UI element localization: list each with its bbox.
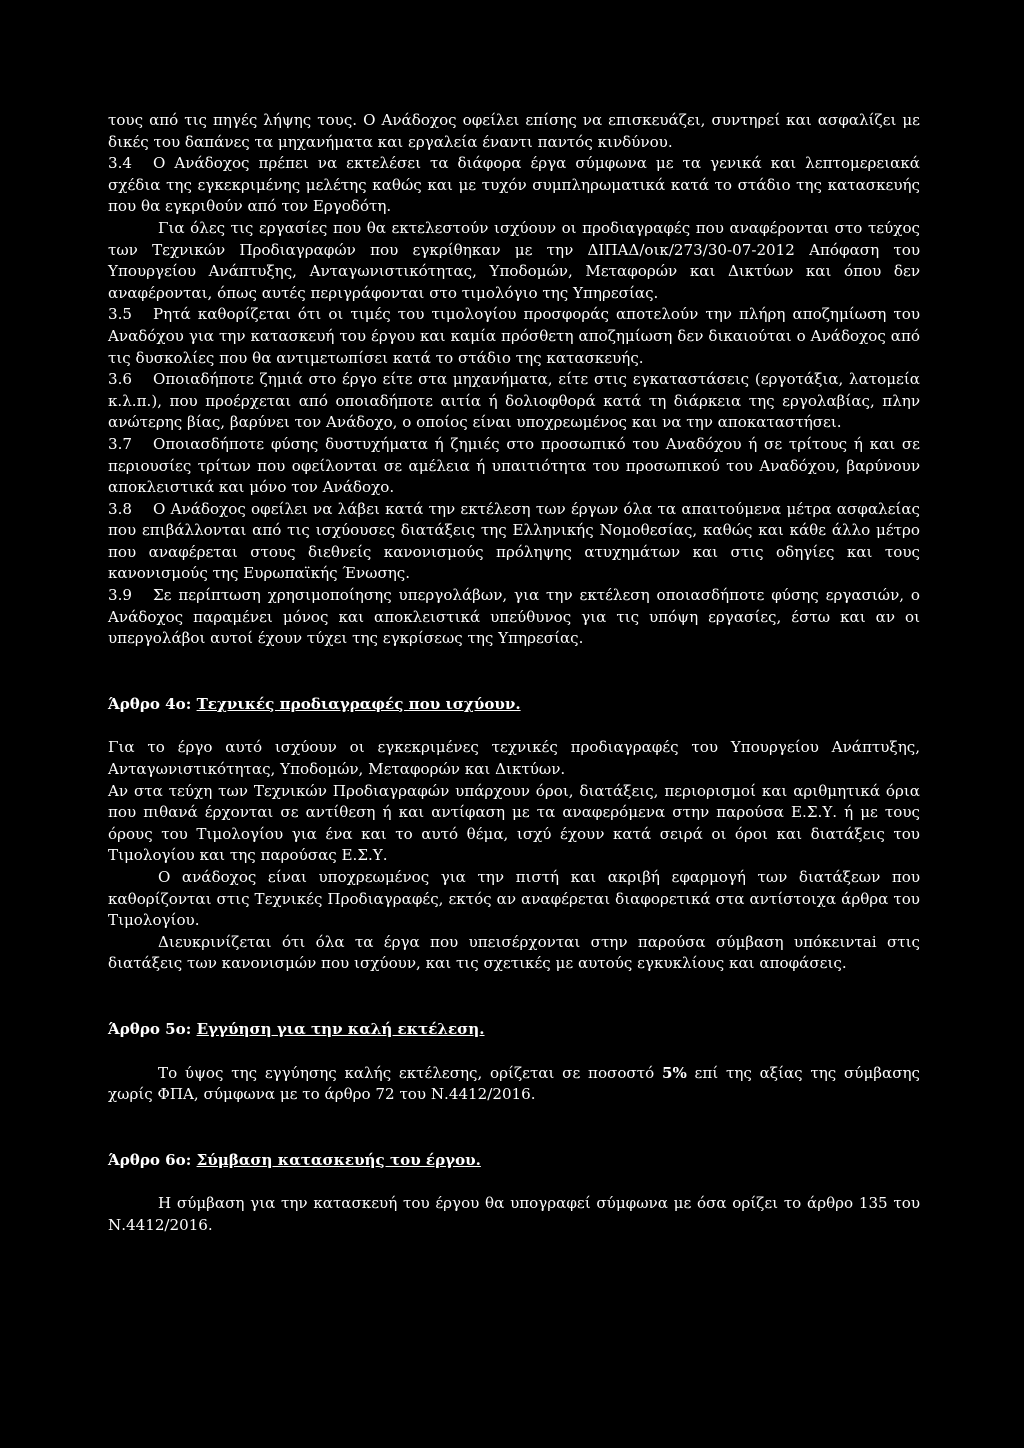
article-4-paragraph: Διευκρινίζεται ότι όλα τα έργα που υπεισέρχονται στην παρούσα σύμβαση υπόκειντai στις διατάξεις των κανονισμών που ισχύουν, και τις σχετικές με αυτούς εγκυκλίους και αποφάσεις. [108,932,920,973]
paragraph-intro: τους από τις πηγές λήψης τους. Ο Ανάδοχος οφείλει επίσης να επισκευάζει, συντηρεί και ασφαλίζει με δικές του δαπάνες τα μηχανήματα και εργαλεία έναντι παντός κινδύνου. [108,111,920,151]
article-4-paragraph: Για το έργο αυτό ισχύουν οι εγκεκριμένες τεχνικές προδιαγραφές του Υπουργείου Ανάπτυξης, Ανταγωνιστικότητας, Υποδομών, Μεταφορών και Δικτύων. [108,738,920,779]
article-title: Εγγύηση για την καλή εκτέλεση. [196,1019,485,1038]
paragraph-3-4-specs: Για όλες τις εργασίες που θα εκτελεστούν ισχύουν οι προδιαγραφές που αναφέρονται στο τεύχος των Τεχνικών Προδιαγραφών που εγκρίθηκαν με την ΔΙΠΑΔ/οικ/273/30-07-2012 Απόφαση του Υπουργείου Ανάπτυξης, Ανταγωνιστικότητας, Υποδομών, Μεταφορών και Δικτύων και όπου δεν αναφέρονται, όπως αυτές περιγράφονται στο τιμολόγιο της Υπηρεσίας. [108,218,920,302]
paragraph-3-8 [108,499,920,585]
article-title: Σύμβαση κατασκευής του έργου. [196,1150,481,1169]
paragraph-text: Οποιασδήποτε φύσης δυστυχήματα ή ζημιές στο προσωπικό του Αναδόχου ή σε τρίτους ή και σε περιουσίες τρίτων που οφείλονται σε αμέλεια ή υπαιτιότητα του προσωπικού του Αναδόχου, βαρύνουν αποκλειστικά και μόνο τον Ανάδοχο. [108,434,920,497]
article-label: Άρθρο 4ο: [108,694,197,713]
paragraph-text: Ο Ανάδοχος πρέπει να εκτελέσει τα διάφορα έργα σύμφωνα με τα γενικά και λεπτομερειακά σχέδια της εγκεκριμένης μελέτης καθώς και με τυχόν συμπληρωματικά κατά το στάδιο της κατασκευής που θα εγκριθούν από τον Εργοδότη. [108,154,920,216]
section-number: 3.7 [108,434,133,453]
article-6-heading [108,1150,920,1172]
paragraph-text: Σε περίπτωση χρησιμοποίησης υπεργολάβων, για την εκτέλεση οποιασδήποτε φύσης εργασιών, ο Ανάδοχος παραμένει μόνος και αποκλειστικά υπεύθυνος για τις υπόψη εργασίες, έστω και αν οι υπεργολάβοι αυτοί έχουν τύχει της εγκρίσεως της Υπηρεσίας. [108,586,920,648]
guarantee-text-before: Το ύψος της εγγύησης καλής εκτέλεσης, ορίζεται σε ποσοστό [158,1063,662,1082]
section-number: 3.8 [108,499,133,518]
article-4-paragraph: Ο ανάδοχος είναι υποχρεωμένος για την πιστή και ακριβή εφαρμογή των διατάξεων που καθορίζονται στις Τεχνικές Προδιαγραφές, εκτός αν αναφέρεται διαφορετικά στα αντίστοιχα άρθρα του Τιμολογίου. [108,868,920,930]
section-number: 3.5 [108,305,133,324]
paragraph-text: Οποιαδήποτε ζημιά στο έργο είτε στα μηχανήματα, είτε στις εγκαταστάσεις (εργοτάξια, λατομεία κ.λ.π.), που προέρχεται από οποιαδήποτε αιτία ή δολιοφθορά κατά τη διάρκεια της εργολαβίας, πλην ανώτερης βίας, βαρύνει τον Ανάδοχο, ο οποίος είναι υποχρεωμένος και να την αποκαταστήσει. [108,370,920,432]
paragraph-text: Ρητά καθορίζεται ότι οι τιμές του τιμολογίου προσφοράς αποτελούν την πλήρη αποζημίωση του Αναδόχου για την κατασκευή του έργου και καμία πρόσθετη αποζημίωση δεν δικαιούται ο Ανάδοχος από τις δυσκολίες που θα αντιμετωπίσει κατά το στάδιο της κατασκευής. [108,305,920,367]
article-5-paragraph [108,1063,920,1106]
article-4-heading [108,694,920,716]
paragraph-3-5 [108,304,920,369]
section-number: 3.6 [108,370,133,389]
paragraph-3-6 [108,369,920,434]
paragraph-text: Ο Ανάδοχος οφείλει να λάβει κατά την εκτέλεση των έργων όλα τα απαιτούμενα μέτρα ασφαλείας που επιβάλλονται από τις ισχύουσες διατάξεις της Ελληνικής Νομοθεσίας, καθώς και κάθε άλλο μέτρο που αναφέρεται στους διεθνείς κανονισμούς πρόληψης ατυχημάτων και στις οδηγίες και τους κανονισμούς της Ευρωπαϊκής Ένωσης. [108,499,920,583]
article-5-heading [108,1019,920,1041]
guarantee-percent: 5% [661,1063,687,1082]
article-label: Άρθρο 5ο: [108,1019,197,1038]
article-6-paragraph: Η σύμβαση για την κατασκευή του έργου θα υπογραφεί σύμφωνα με όσα ορίζει το άρθρο 135 του Ν.4412/2016. [108,1194,920,1234]
guarantee-text-after: επί της αξίας της σύμβασης χωρίς ΦΠΑ, σύμφωνα με το άρθρο 72 του Ν.4412/2016. [108,1063,921,1104]
document-page [108,110,920,1237]
paragraph-3-9 [108,585,920,650]
paragraph-3-7 [108,434,920,499]
paragraph-3-4 [108,153,920,218]
article-4-paragraph: Αν στα τεύχη των Τεχνικών Προδιαγραφών υπάρχουν όροι, διατάξεις, περιορισμοί και αριθμητικά όρια που πιθανά έρχονται σε αντίθεση ή και αντίφαση με τα αναφερόμενα στην παρούσα Ε.Σ.Υ. ή με τους όρους του Τιμολογίου για ένα και το αυτό θέμα, ισχύ έχουν κατά σειρά οι όροι και διατάξεις του Τιμολογίου και της παρούσας Ε.Σ.Υ. [108,781,920,865]
section-number: 3.4 [108,154,133,173]
article-title: Τεχνικές προδιαγραφές που ισχύουν. [196,694,521,713]
article-label: Άρθρο 6ο: [108,1150,197,1169]
section-number: 3.9 [108,586,133,605]
